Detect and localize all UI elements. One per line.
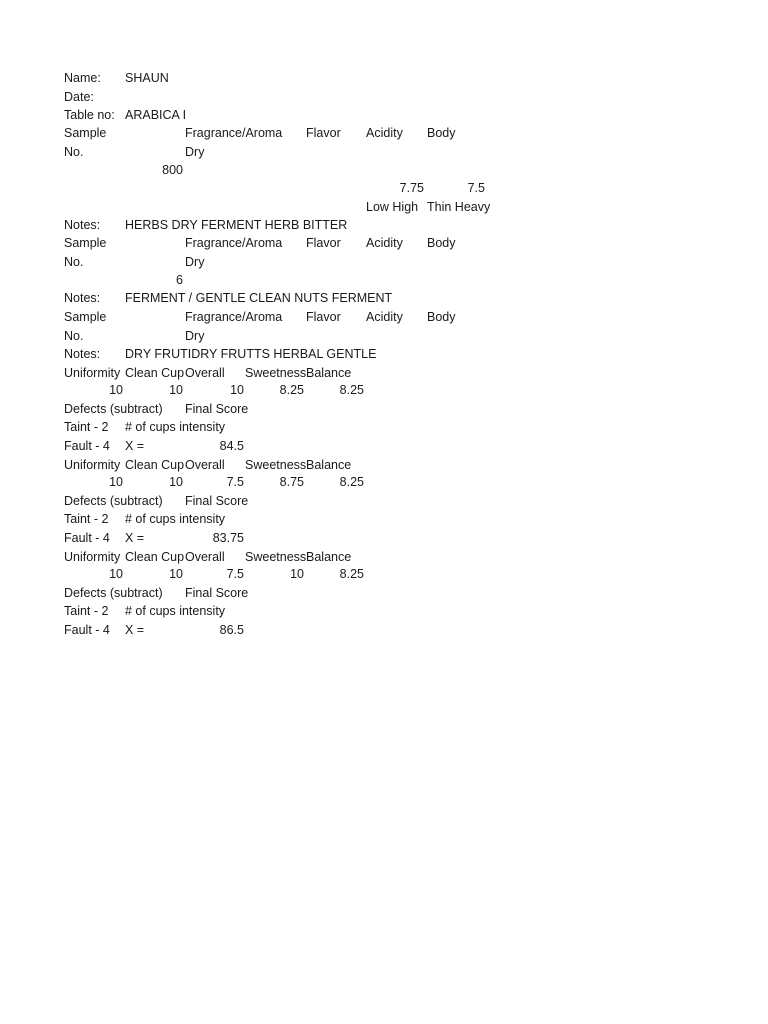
acidity-label: Acidity	[366, 126, 403, 140]
flavor-label: Flavor	[306, 236, 341, 250]
taint-label: Taint - 2	[64, 604, 109, 618]
sample-label: Sample	[64, 236, 107, 250]
body-label: Body	[427, 236, 456, 250]
dry-label: Dry	[185, 255, 205, 269]
x-equals-label: X =	[125, 531, 145, 545]
overall-label: Overall	[185, 366, 225, 380]
body-value: 7.5	[467, 181, 485, 195]
uniformity-label: Uniformity	[64, 550, 121, 564]
balance-value: 8.25	[339, 567, 364, 581]
balance-value: 8.25	[339, 475, 364, 489]
taint-label: Taint - 2	[64, 420, 109, 434]
overall-label: Overall	[185, 458, 225, 472]
sample-number: 800	[162, 163, 183, 177]
notes-label: Notes:	[64, 291, 101, 305]
no-label: No.	[64, 145, 84, 159]
sample-number: 6	[176, 273, 183, 287]
x-equals-label: X =	[125, 439, 145, 453]
notes-text: HERBS DRY FERMENT HERB BITTER	[125, 218, 348, 232]
balance-value: 8.25	[339, 383, 364, 397]
sweetness-label: Sweetness	[245, 366, 307, 380]
final-score-value: 83.75	[212, 531, 244, 545]
name-value: SHAUN	[125, 71, 169, 85]
acidity-scale: Low High	[366, 200, 419, 214]
fault-label: Fault - 4	[64, 623, 110, 637]
final-score-label: Final Score	[185, 494, 249, 508]
uniformity-value: 10	[109, 567, 123, 581]
notes-label: Notes:	[64, 347, 101, 361]
notes-text: DRY FRUTIDRY FRUTTS HERBAL GENTLE	[125, 347, 377, 361]
notes-label: Notes:	[64, 218, 101, 232]
clean-cup-value: 10	[169, 567, 183, 581]
acidity-label: Acidity	[366, 236, 403, 250]
balance-label: Balance	[306, 366, 352, 380]
clean-cup-label: Clean Cup	[125, 550, 185, 564]
body-label: Body	[427, 310, 456, 324]
overall-label: Overall	[185, 550, 225, 564]
fault-label: Fault - 4	[64, 439, 110, 453]
overall-value: 7.5	[226, 567, 244, 581]
final-score-value: 84.5	[219, 439, 244, 453]
acidity-label: Acidity	[366, 310, 403, 324]
sample-label: Sample	[64, 310, 107, 324]
sweetness-value: 8.75	[279, 475, 304, 489]
taint-label: Taint - 2	[64, 512, 109, 526]
name-label: Name:	[64, 71, 101, 85]
sweetness-label: Sweetness	[245, 458, 307, 472]
overall-value: 7.5	[226, 475, 244, 489]
sweetness-value: 8.25	[279, 383, 304, 397]
defects-label: Defects (subtract)	[64, 494, 163, 508]
sweetness-label: Sweetness	[245, 550, 307, 564]
table-label: Table no:	[64, 108, 115, 122]
fault-label: Fault - 4	[64, 531, 110, 545]
no-label: No.	[64, 329, 84, 343]
final-score-label: Final Score	[185, 586, 249, 600]
cups-intensity-label: # of cups intensity	[125, 604, 226, 618]
body-label: Body	[427, 126, 456, 140]
sample-label: Sample	[64, 126, 107, 140]
notes-text: FERMENT / GENTLE CLEAN NUTS FERMENT	[125, 291, 393, 305]
cups-intensity-label: # of cups intensity	[125, 512, 226, 526]
fragrance-label: Fragrance/Aroma	[185, 236, 283, 250]
sweetness-value: 10	[290, 567, 304, 581]
defects-label: Defects (subtract)	[64, 402, 163, 416]
fragrance-label: Fragrance/Aroma	[185, 310, 283, 324]
overall-value: 10	[230, 383, 244, 397]
balance-label: Balance	[306, 550, 352, 564]
flavor-label: Flavor	[306, 310, 341, 324]
uniformity-label: Uniformity	[64, 458, 121, 472]
defects-label: Defects (subtract)	[64, 586, 163, 600]
clean-cup-value: 10	[169, 475, 183, 489]
date-label: Date:	[64, 90, 94, 104]
final-score-label: Final Score	[185, 402, 249, 416]
clean-cup-label: Clean Cup	[125, 366, 185, 380]
acidity-value: 7.75	[399, 181, 424, 195]
uniformity-value: 10	[109, 383, 123, 397]
dry-label: Dry	[185, 329, 205, 343]
uniformity-label: Uniformity	[64, 366, 121, 380]
uniformity-value: 10	[109, 475, 123, 489]
clean-cup-label: Clean Cup	[125, 458, 185, 472]
cups-intensity-label: # of cups intensity	[125, 420, 226, 434]
fragrance-label: Fragrance/Aroma	[185, 126, 283, 140]
clean-cup-value: 10	[169, 383, 183, 397]
body-scale: Thin Heavy	[427, 200, 491, 214]
table-value: ARABICA I	[125, 108, 187, 122]
dry-label: Dry	[185, 145, 205, 159]
flavor-label: Flavor	[306, 126, 341, 140]
x-equals-label: X =	[125, 623, 145, 637]
final-score-value: 86.5	[219, 623, 244, 637]
no-label: No.	[64, 255, 84, 269]
balance-label: Balance	[306, 458, 352, 472]
